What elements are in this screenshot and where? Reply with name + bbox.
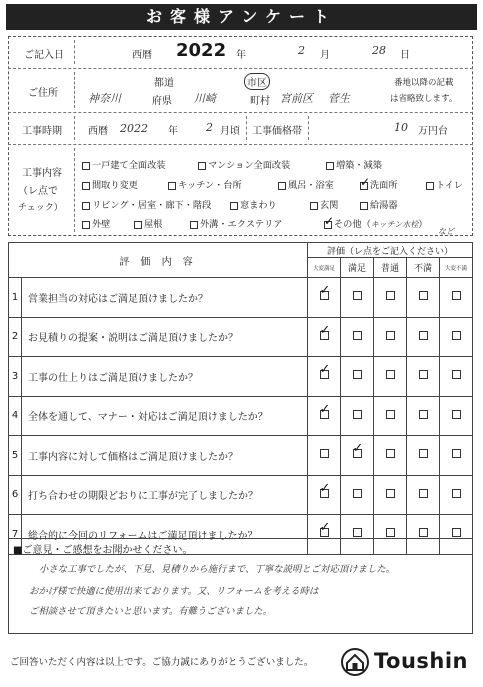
checkmark-icon: ✓ xyxy=(360,174,371,189)
checkmark-icon: ✓ xyxy=(352,441,364,457)
option-label: 給湯器 xyxy=(370,200,398,211)
address-prefecture: 神奈川 xyxy=(88,92,121,105)
prefecture-suffix-top: 都道 xyxy=(154,78,174,89)
checkmark-icon: ✓ xyxy=(319,480,331,496)
rating-cell xyxy=(407,278,440,318)
evaluation-header-row xyxy=(9,243,473,258)
question-number: 5 xyxy=(9,436,22,476)
rating-checkbox[interactable] xyxy=(386,291,395,300)
option-label: キッチン・台所 xyxy=(178,180,242,191)
checkbox[interactable] xyxy=(310,202,318,210)
house-logo-icon xyxy=(340,647,370,677)
option-label: トイレ xyxy=(436,180,464,191)
fill-date-row xyxy=(8,36,473,69)
header-rating: 評価（レ点をご記入ください） xyxy=(308,243,473,258)
rating-checkbox[interactable] xyxy=(452,410,461,419)
option-label: 屋根 xyxy=(144,219,163,230)
rating-cell xyxy=(374,278,407,318)
option-living[interactable] xyxy=(82,197,211,211)
checkbox[interactable] xyxy=(82,162,90,170)
comment-line-3: ご相談させて頂きたいと思います。有難うございました。 xyxy=(29,606,273,617)
rating-cell xyxy=(308,436,341,476)
rating-cell xyxy=(374,436,407,476)
option-label: その他 xyxy=(334,219,362,230)
rating-cell xyxy=(407,317,440,357)
checkbox[interactable] xyxy=(168,182,176,190)
question-number: 3 xyxy=(9,357,22,397)
option-label: 洗面所 xyxy=(370,180,398,191)
rating-checkbox[interactable] xyxy=(386,528,395,537)
checkbox-checked[interactable] xyxy=(360,174,371,190)
option-other[interactable] xyxy=(324,213,428,230)
checkbox[interactable] xyxy=(82,202,90,210)
price-range-label: 工事価格帯 xyxy=(252,126,302,137)
header-content: 評 価 内 容 xyxy=(9,243,308,278)
option-extension[interactable] xyxy=(326,157,382,171)
fill-date-year: 2022 xyxy=(176,40,227,61)
address-note-line1: 番地以降の記載 xyxy=(394,78,454,88)
rating-checkbox[interactable] xyxy=(452,489,461,498)
rating-checkbox[interactable] xyxy=(386,489,395,498)
period-month: 2 xyxy=(206,121,213,134)
question-text: 工事の仕上りはご満足頂けましたか？ xyxy=(22,357,308,397)
rating-checkbox[interactable] xyxy=(320,449,329,458)
scale-very-dissatisfied: 大変不満 xyxy=(440,258,473,278)
question-text: 営業担当の対応はご満足頂けましたか？ xyxy=(22,278,308,318)
checkbox[interactable] xyxy=(230,202,238,210)
price-range-value: 10 xyxy=(394,121,408,134)
rating-cell xyxy=(308,278,341,318)
rating-cell xyxy=(440,357,473,397)
rating-cell xyxy=(308,475,341,515)
town-suffix: 町村 xyxy=(250,96,270,107)
checkmark-icon: ✓ xyxy=(319,520,331,536)
period-era: 西暦 xyxy=(88,126,108,137)
question-row xyxy=(9,357,473,397)
checkbox[interactable] xyxy=(278,182,286,190)
option-layout-change[interactable] xyxy=(82,177,138,191)
checkbox[interactable] xyxy=(134,221,142,229)
rating-checkbox[interactable] xyxy=(386,449,395,458)
option-entrance[interactable] xyxy=(310,197,338,211)
content-label-1: 工事内容 xyxy=(22,168,62,179)
option-label: マンション全面改装 xyxy=(208,160,291,171)
other-detail: キッチン水栓 xyxy=(370,220,419,229)
rating-cell xyxy=(341,396,374,436)
question-text: 工事内容に対して価格はご満足頂けましたか？ xyxy=(22,436,308,476)
brand-logo xyxy=(340,646,470,678)
rating-checkbox[interactable] xyxy=(386,331,395,340)
rating-checkbox-checked[interactable] xyxy=(319,362,331,379)
checkbox[interactable] xyxy=(426,182,434,190)
checkbox[interactable] xyxy=(82,221,90,229)
rating-cell xyxy=(341,317,374,357)
question-number: 2 xyxy=(9,317,22,357)
rating-checkbox[interactable] xyxy=(353,528,362,537)
rating-checkbox[interactable] xyxy=(419,410,428,419)
checkmark-icon: ✓ xyxy=(319,283,331,299)
rating-checkbox[interactable] xyxy=(386,370,395,379)
address-note-line2: は省略致します。 xyxy=(390,94,458,104)
comments-box xyxy=(8,538,473,634)
scale-satisfied: 満足 xyxy=(341,258,374,278)
rating-checkbox[interactable] xyxy=(452,291,461,300)
city-suffix-circled: 市区 xyxy=(244,73,270,90)
address-ward: 宮前区 xyxy=(280,92,313,105)
other-paren-close: ） xyxy=(418,219,428,230)
rating-cell xyxy=(308,317,341,357)
checkbox[interactable] xyxy=(360,202,368,210)
period-year-unit: 年 xyxy=(168,126,178,137)
comment-line-1: 小さな工事でしたが、下見、見積りから施行まで、丁寧な説明とご対応頂けました。 xyxy=(39,564,396,575)
period-year: 2022 xyxy=(120,122,148,135)
option-washroom[interactable] xyxy=(360,174,398,191)
fill-date-year-unit: 年 xyxy=(236,50,246,61)
question-text: 打ち合わせの期限どおりに工事が完了しましたか？ xyxy=(22,475,308,515)
option-label: 外溝・エクステリア xyxy=(200,219,283,230)
option-exterior[interactable] xyxy=(190,216,282,230)
rating-cell xyxy=(308,396,341,436)
fill-date-month: 2 xyxy=(298,44,305,57)
comments-label: ■ご意見・ご感想をお聞かせください。 xyxy=(13,545,193,556)
content-label-3: チェック） xyxy=(18,203,63,213)
rating-cell xyxy=(440,475,473,515)
question-row xyxy=(9,396,473,436)
rating-checkbox-checked[interactable] xyxy=(319,480,331,498)
option-exterior-wall[interactable] xyxy=(82,216,110,230)
rating-checkbox[interactable] xyxy=(353,291,362,300)
rating-checkbox[interactable] xyxy=(419,528,428,537)
rating-checkbox-checked[interactable] xyxy=(319,322,331,340)
rating-checkbox-checked[interactable] xyxy=(319,283,331,300)
rating-cell xyxy=(341,436,374,476)
fill-date-month-unit: 月 xyxy=(320,50,330,61)
brand-name: Toushin xyxy=(374,649,469,673)
scale-dissatisfied: 不満 xyxy=(407,258,440,278)
rating-cell xyxy=(407,357,440,397)
rating-checkbox[interactable] xyxy=(452,449,461,458)
checkmark-icon: ✓ xyxy=(319,322,331,338)
rating-cell xyxy=(374,396,407,436)
question-row xyxy=(9,475,473,515)
rating-cell xyxy=(341,475,374,515)
rating-cell xyxy=(341,357,374,397)
construction-period-label: 工事時期 xyxy=(22,126,62,137)
other-paren-open: （ xyxy=(361,219,371,230)
period-price-divider xyxy=(246,116,247,140)
rating-cell xyxy=(407,436,440,476)
scale-very-satisfied: 大変満足 xyxy=(308,258,341,278)
rating-cell xyxy=(374,357,407,397)
evaluation-table xyxy=(8,242,473,555)
prefecture-suffix: 府県 xyxy=(152,96,172,107)
question-number: 1 xyxy=(9,278,22,318)
construction-content-row xyxy=(8,144,473,236)
question-rows xyxy=(9,278,473,555)
question-number: 7 xyxy=(9,515,22,555)
option-full-mansion[interactable] xyxy=(198,157,290,171)
rating-cell xyxy=(440,278,473,318)
address-city: 川崎 xyxy=(194,92,216,105)
option-bath[interactable] xyxy=(278,177,334,191)
checkmark-icon: ✓ xyxy=(319,401,331,417)
page-title: お客様アンケート xyxy=(6,4,477,30)
rating-cell xyxy=(374,317,407,357)
option-label: 窓まわり xyxy=(240,200,277,211)
question-row xyxy=(9,317,473,357)
option-label: 玄関 xyxy=(320,200,339,211)
option-kitchen[interactable] xyxy=(168,177,242,191)
period-month-unit: 月頃 xyxy=(220,126,240,137)
comment-line-2: おかげ様で快適に使用出来ております。又、リフォームを考える時は xyxy=(29,586,319,597)
price-range-unit: 万円台 xyxy=(418,126,448,137)
address-area: 菅生 xyxy=(328,92,350,105)
rating-checkbox[interactable] xyxy=(452,528,461,537)
option-label: 外壁 xyxy=(92,219,111,230)
rating-checkbox[interactable] xyxy=(419,370,428,379)
rating-cell xyxy=(407,475,440,515)
rating-checkbox[interactable] xyxy=(353,370,362,379)
rating-checkbox[interactable] xyxy=(452,331,461,340)
rating-checkbox-checked[interactable] xyxy=(352,441,364,458)
rating-cell xyxy=(341,278,374,318)
fill-date-label: ご記入日 xyxy=(24,50,64,61)
checkbox[interactable] xyxy=(198,162,206,170)
option-label: 一戸建て全面改装 xyxy=(92,160,166,171)
checkbox[interactable] xyxy=(190,221,198,229)
rating-checkbox-checked[interactable] xyxy=(319,520,331,537)
checkbox[interactable] xyxy=(82,182,90,190)
rating-checkbox-checked[interactable] xyxy=(319,401,331,419)
question-number: 4 xyxy=(9,396,22,436)
option-label: 風呂・浴室 xyxy=(288,180,334,191)
rating-cell xyxy=(440,317,473,357)
checkbox-checked[interactable] xyxy=(324,213,335,229)
fill-date-era: 西暦 xyxy=(132,50,152,61)
rating-checkbox[interactable] xyxy=(419,489,428,498)
fill-date-day-unit: 日 xyxy=(400,50,410,61)
address-divider xyxy=(74,72,75,108)
option-label: 間取り変更 xyxy=(92,180,138,191)
question-row xyxy=(9,436,473,476)
footer-text: ご回答いただく内容は以上です。ご協力誠にありがとうございました。 xyxy=(10,657,314,668)
rating-checkbox[interactable] xyxy=(419,331,428,340)
rating-cell xyxy=(308,357,341,397)
rating-checkbox[interactable] xyxy=(353,331,362,340)
fill-date-day: 28 xyxy=(372,44,386,57)
address-row xyxy=(8,68,473,113)
option-label: 増築・減築 xyxy=(336,160,382,171)
rating-cell xyxy=(440,396,473,436)
rating-cell xyxy=(407,396,440,436)
address-label: ご住所 xyxy=(28,88,58,99)
question-text: 全体を通して、マナー・対応はご満足頂けましたか？ xyxy=(22,396,308,436)
content-divider xyxy=(74,148,75,232)
option-full-house[interactable] xyxy=(82,157,166,171)
rating-cell xyxy=(374,475,407,515)
option-windows[interactable] xyxy=(230,197,277,211)
rating-checkbox[interactable] xyxy=(353,410,362,419)
rating-cell xyxy=(440,436,473,476)
option-roof[interactable] xyxy=(134,216,162,230)
question-number: 6 xyxy=(9,475,22,515)
checkbox[interactable] xyxy=(326,162,334,170)
scale-neutral: 普通 xyxy=(374,258,407,278)
option-water-heater[interactable] xyxy=(360,197,398,211)
rating-checkbox[interactable] xyxy=(353,489,362,498)
construction-period-row xyxy=(8,112,473,145)
other-detail-line2: など xyxy=(438,227,454,236)
question-text: 総合的に今回のリフォームはご満足頂けましたか？ xyxy=(22,515,308,555)
fill-date-divider xyxy=(74,40,75,64)
rating-checkbox[interactable] xyxy=(419,449,428,458)
rating-checkbox[interactable] xyxy=(419,291,428,300)
price-range-divider xyxy=(308,116,309,140)
question-row xyxy=(9,278,473,318)
checkmark-icon: ✓ xyxy=(324,213,335,228)
question-text: お見積りの提案・説明はご満足頂けましたか？ xyxy=(22,317,308,357)
option-label: リビング・居室・廊下・階段 xyxy=(92,200,212,211)
period-divider xyxy=(74,116,75,140)
content-label-2: （レ点で xyxy=(18,186,58,197)
rating-checkbox[interactable] xyxy=(452,370,461,379)
rating-checkbox[interactable] xyxy=(386,410,395,419)
option-toilet[interactable] xyxy=(426,177,463,191)
checkmark-icon: ✓ xyxy=(319,362,331,378)
